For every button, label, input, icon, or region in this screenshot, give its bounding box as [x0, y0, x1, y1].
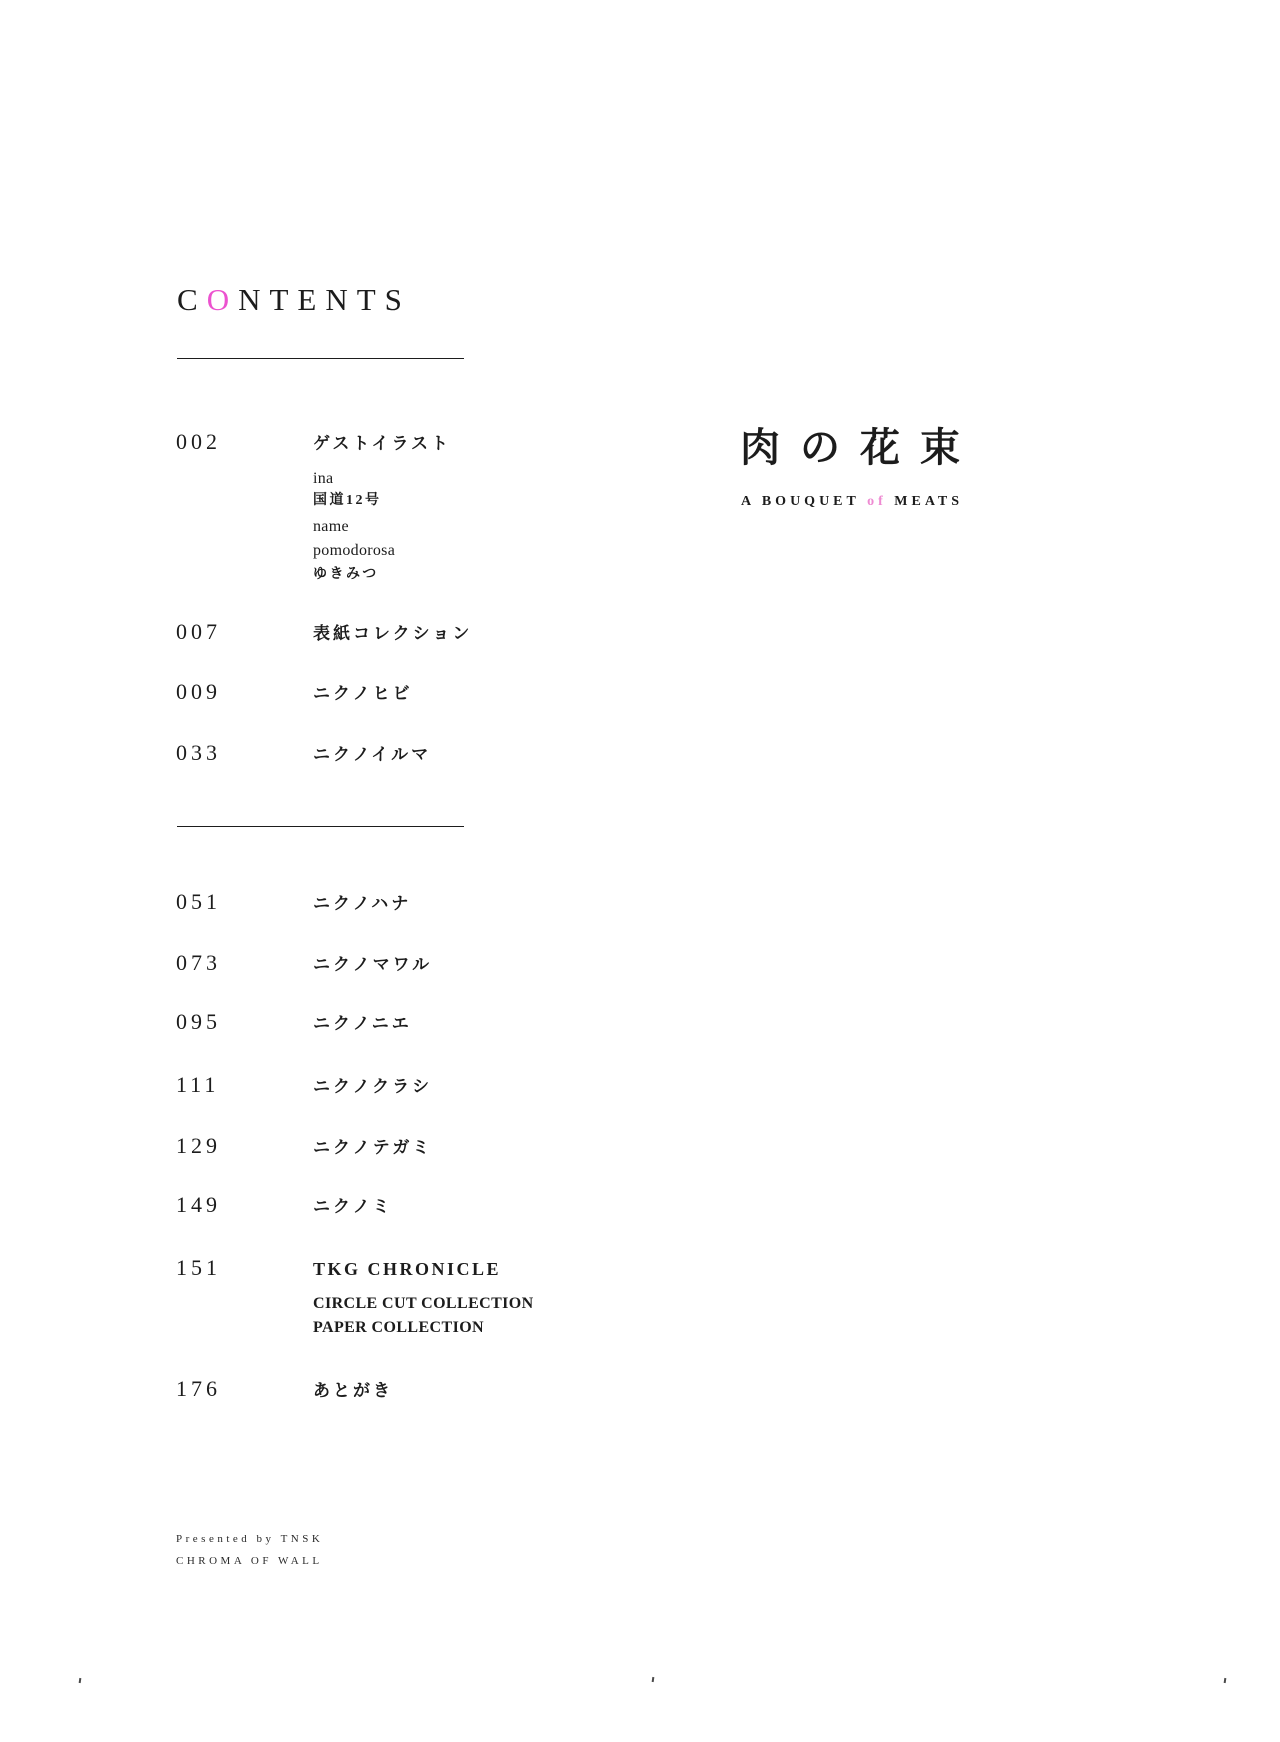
- page-title-pre: C: [177, 282, 207, 317]
- toc-entry: [176, 952, 432, 975]
- toc-title: ニクノクラシ: [313, 1077, 433, 1096]
- toc-title: ニクノハナ: [313, 894, 412, 913]
- toc-entry: [176, 621, 472, 644]
- toc-entry: [176, 1074, 432, 1097]
- toc-entry: [176, 1378, 393, 1401]
- toc-entry: [176, 742, 431, 765]
- credit-circle-name: CHROMA OF WALL: [176, 1555, 323, 1567]
- toc-page-number: 176: [176, 1376, 221, 1401]
- toc-subitem: pomodorosa: [313, 542, 396, 559]
- toc-entry: [176, 1135, 432, 1158]
- toc-subitem: ゆきみつ: [313, 567, 379, 582]
- page-title-accent-letter: O: [206, 282, 239, 317]
- toc-title: あとがき: [313, 1381, 393, 1400]
- toc-page-number: 009: [176, 679, 221, 704]
- toc-subitem: name: [313, 518, 349, 535]
- toc-entry: [176, 1194, 393, 1217]
- page-title: [177, 284, 411, 315]
- book-subtitle-post: MEATS: [886, 494, 964, 509]
- divider-middle: [177, 826, 464, 827]
- toc-entry: [176, 431, 451, 454]
- divider-top: [177, 358, 464, 359]
- toc-title: TKG CHRONICLE: [313, 1259, 502, 1279]
- toc-page-number: 007: [176, 619, 221, 644]
- toc-subitem: 国道12号: [313, 493, 382, 508]
- toc-page-number: 151: [176, 1255, 221, 1280]
- toc-title: ニクノニエ: [313, 1014, 412, 1033]
- toc-title: ニクノミ: [313, 1197, 393, 1216]
- toc-title: ニクノマワル: [313, 955, 433, 974]
- toc-title: ニクノヒビ: [313, 684, 413, 703]
- toc-page-number: 149: [176, 1192, 221, 1217]
- registration-tick: [79, 1678, 81, 1683]
- toc-entry: [176, 681, 413, 704]
- book-subtitle-accent: of: [867, 494, 887, 509]
- toc-title: ニクノイルマ: [313, 745, 432, 764]
- page-title-rest: NTENTS: [238, 282, 411, 317]
- toc-entry: [176, 1011, 412, 1034]
- toc-entry: [176, 1257, 501, 1281]
- registration-tick: [1224, 1678, 1226, 1683]
- toc-subitem: ina: [313, 470, 334, 487]
- toc-entry: [176, 891, 411, 914]
- toc-page-number: 051: [176, 889, 221, 914]
- toc-page-number: 073: [176, 950, 221, 975]
- toc-subitem: CIRCLE CUT COLLECTION: [313, 1295, 534, 1312]
- registration-tick: [652, 1677, 654, 1682]
- credit-presented-by: Presented by TNSK: [176, 1533, 324, 1545]
- toc-title: 表紙コレクション: [313, 624, 473, 643]
- toc-page-number: 002: [176, 429, 221, 454]
- toc-page-number: 111: [176, 1072, 220, 1097]
- toc-title: ゲストイラスト: [313, 434, 451, 453]
- toc-page-number: 095: [176, 1009, 221, 1034]
- book-title-kanji: 肉の花束: [740, 425, 980, 470]
- book-subtitle-pre: A BOUQUET: [741, 494, 868, 509]
- toc-subitem: PAPER COLLECTION: [313, 1319, 485, 1336]
- toc-title: ニクノテガミ: [313, 1138, 433, 1157]
- book-subtitle: [741, 495, 963, 509]
- toc-page-number: 033: [176, 740, 221, 765]
- toc-page-number: 129: [176, 1133, 221, 1158]
